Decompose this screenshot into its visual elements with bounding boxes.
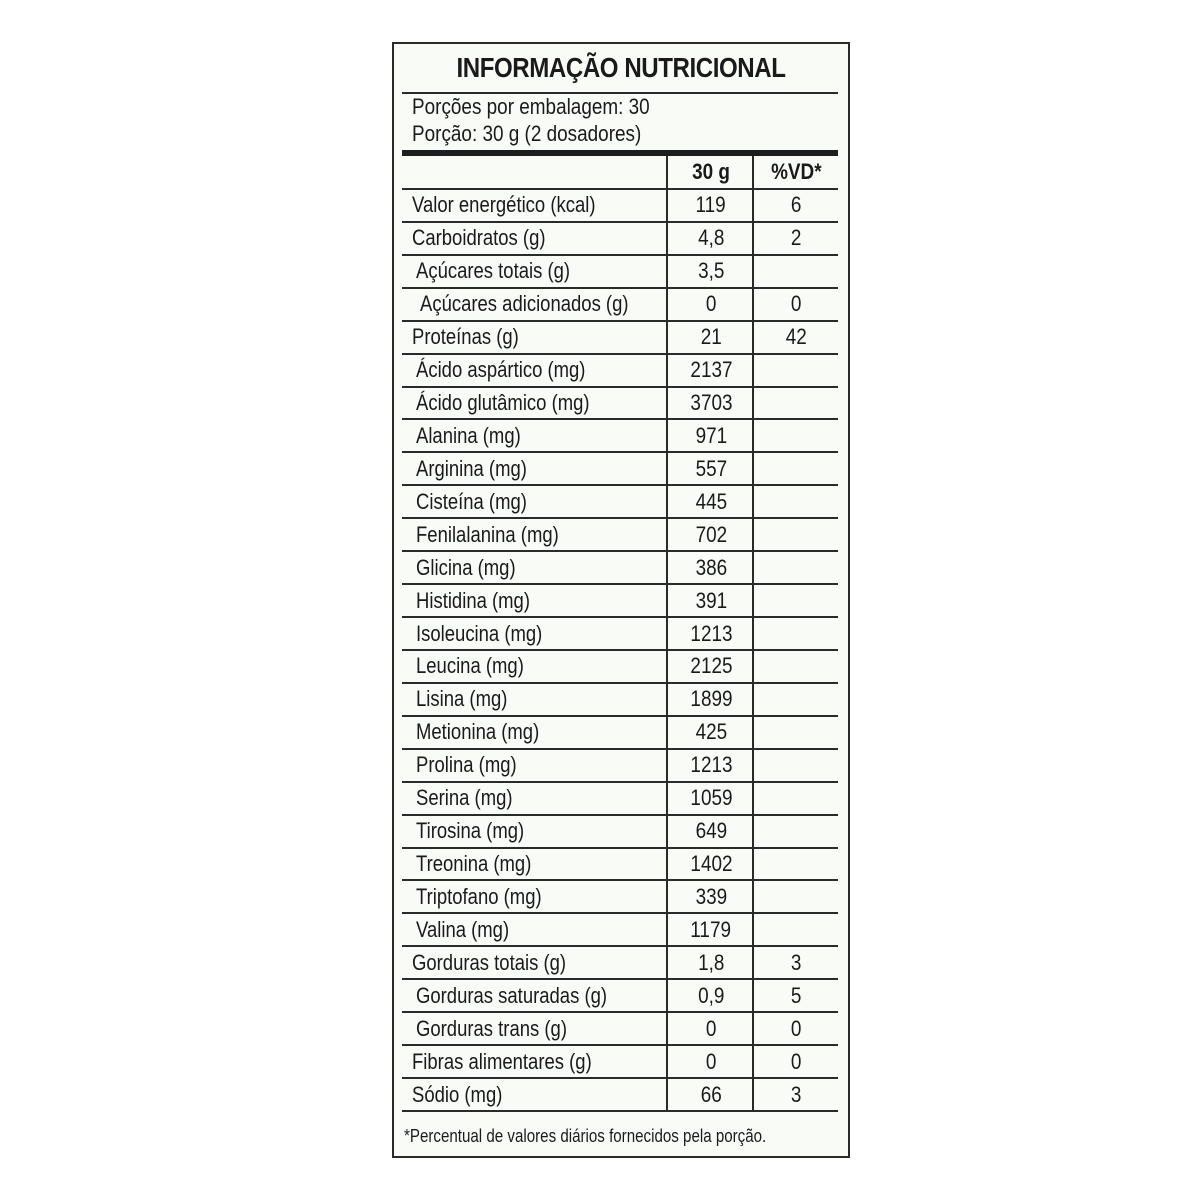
- nutrient-vd-cell: [754, 783, 838, 814]
- nutrient-name-cell: Histidina (mg): [416, 587, 530, 613]
- nutrient-vd-cell: 0: [790, 1048, 802, 1074]
- nutrient-vd-cell: 6: [790, 192, 802, 218]
- nutrient-name-cell: Ácido aspártico (mg): [416, 357, 586, 383]
- table-row: [402, 849, 838, 882]
- nutrient-vd-cell: 0: [790, 291, 802, 317]
- table-row: [402, 223, 838, 256]
- nutrient-vd-cell: 0: [790, 1015, 802, 1041]
- nutrient-vd-cell: 3: [790, 949, 802, 975]
- table-header-row: [402, 156, 838, 190]
- nutrient-name-cell: Carboidratos (g): [412, 225, 546, 251]
- nutrient-qty-cell: 386: [695, 554, 727, 580]
- table-row: [402, 453, 838, 486]
- nutrient-vd-cell: [754, 717, 838, 748]
- nutrient-qty-cell: 1213: [689, 620, 733, 646]
- nutrient-name-cell: Sódio (mg): [412, 1081, 503, 1107]
- footnote: *Percentual de valores diários fornecidos pela porção.: [404, 1126, 767, 1146]
- table-row: [402, 1013, 838, 1046]
- table-row: [402, 618, 838, 651]
- nutrient-name-cell: Serina (mg): [416, 785, 513, 811]
- nutrient-qty-cell: 1213: [689, 752, 733, 778]
- nutrient-name-cell: Açúcares adicionados (g): [420, 291, 629, 317]
- table-row: [402, 486, 838, 519]
- table-row: [402, 651, 838, 684]
- label-title: INFORMAÇÃO NUTRICIONAL: [456, 52, 786, 83]
- header-name-cell: [412, 156, 662, 188]
- nutrient-name-cell: Ácido glutâmico (mg): [416, 390, 590, 416]
- nutrient-vd-cell: [754, 750, 838, 781]
- nutrient-qty-cell: 339: [695, 883, 727, 909]
- nutrient-vd-cell: [754, 355, 838, 386]
- nutrient-name-cell: Leucina (mg): [416, 653, 524, 679]
- nutrient-vd-cell: [754, 585, 838, 616]
- nutrient-name-cell: Lisina (mg): [416, 686, 508, 712]
- nutrient-qty-cell: 21: [700, 324, 722, 350]
- nutrient-qty-cell: 1059: [689, 785, 733, 811]
- nutrient-name-cell: Fenilalanina (mg): [416, 521, 559, 547]
- nutrient-vd-cell: [754, 914, 838, 945]
- nutrient-name-cell: Valor energético (kcal): [412, 192, 596, 218]
- nutrient-qty-cell: 391: [695, 587, 727, 613]
- nutrient-name-cell: Proteínas (g): [412, 324, 519, 350]
- table-row: [402, 750, 838, 783]
- nutrient-qty-cell: 4,8: [697, 225, 725, 251]
- nutrient-vd-cell: [754, 453, 838, 484]
- nutrient-vd-cell: 3: [790, 1081, 802, 1107]
- nutrient-vd-cell: [754, 388, 838, 419]
- table-row: [402, 783, 838, 816]
- nutrient-name-cell: Gorduras saturadas (g): [416, 982, 608, 1008]
- nutrient-qty-cell: 1179: [690, 916, 732, 942]
- table-row: [402, 355, 838, 388]
- nutrient-vd-cell: [754, 256, 838, 287]
- nutrient-vd-cell: [754, 552, 838, 583]
- nutrient-qty-cell: 971: [695, 422, 727, 448]
- nutrient-name-cell: Prolina (mg): [416, 752, 517, 778]
- nutrient-vd-cell: [754, 684, 838, 715]
- servings-per-package: Porções por embalagem: 30: [412, 94, 650, 119]
- nutrition-facts-label: [392, 42, 850, 1158]
- nutrient-vd-cell: 42: [785, 324, 807, 350]
- table-row: [402, 552, 838, 585]
- table-row: [402, 388, 838, 421]
- table-row: [402, 322, 838, 355]
- nutrient-qty-cell: 2125: [689, 653, 733, 679]
- table-row: [402, 256, 838, 289]
- nutrient-qty-cell: 0: [705, 1015, 717, 1041]
- table-row: [402, 717, 838, 750]
- table-row: [402, 882, 838, 915]
- nutrient-qty-cell: 557: [695, 455, 727, 481]
- nutrient-name-cell: Isoleucina (mg): [416, 620, 543, 646]
- nutrient-qty-cell: 649: [695, 818, 727, 844]
- table-row: [402, 421, 838, 454]
- table-row: [402, 914, 838, 947]
- table-row: [402, 585, 838, 618]
- nutrient-vd-cell: 5: [790, 982, 802, 1008]
- table-row: [402, 816, 838, 849]
- nutrient-name-cell: Açúcares totais (g): [416, 258, 571, 284]
- table-row: [402, 1079, 838, 1112]
- table-row: [402, 1046, 838, 1079]
- nutrient-name-cell: Fibras alimentares (g): [412, 1048, 592, 1074]
- nutrient-name-cell: Metionina (mg): [416, 719, 540, 745]
- nutrient-vd-cell: 2: [790, 225, 802, 251]
- nutrient-qty-cell: 1,8: [697, 949, 725, 975]
- nutrient-qty-cell: 0: [705, 1048, 717, 1074]
- nutrient-name-cell: Treonina (mg): [416, 851, 532, 877]
- nutrient-qty-cell: 445: [695, 488, 727, 514]
- nutrient-qty-cell: 425: [695, 719, 727, 745]
- table-row: [402, 289, 838, 322]
- nutrient-name-cell: Gorduras totais (g): [412, 949, 567, 975]
- nutrient-qty-cell: 0,9: [697, 982, 725, 1008]
- nutrient-qty-cell: 2137: [689, 357, 733, 383]
- nutrient-vd-cell: [754, 421, 838, 452]
- nutrient-vd-cell: [754, 618, 838, 649]
- nutrient-name-cell: Alanina (mg): [416, 422, 521, 448]
- nutrition-table: [402, 156, 838, 1112]
- nutrient-vd-cell: [754, 486, 838, 517]
- nutrient-qty-cell: 702: [695, 521, 727, 547]
- nutrient-name-cell: Tirosina (mg): [416, 818, 525, 844]
- table-row: [402, 947, 838, 980]
- nutrient-name-cell: Triptofano (mg): [416, 883, 542, 909]
- nutrient-qty-cell: 1899: [689, 686, 733, 712]
- nutrient-qty-cell: 119: [695, 192, 727, 218]
- nutrient-name-cell: Gorduras trans (g): [416, 1015, 567, 1041]
- nutrient-vd-cell: [754, 849, 838, 880]
- nutrient-vd-cell: [754, 882, 838, 913]
- table-row: [402, 684, 838, 717]
- table-row: [402, 519, 838, 552]
- nutrient-name-cell: Arginina (mg): [416, 455, 527, 481]
- nutrient-qty-cell: 3,5: [697, 258, 725, 284]
- nutrient-qty-cell: 1402: [689, 851, 733, 877]
- nutrient-qty-cell: 0: [705, 291, 717, 317]
- header-vd-cell: %VD*: [770, 159, 822, 184]
- nutrient-vd-cell: [754, 519, 838, 550]
- nutrient-vd-cell: [754, 651, 838, 682]
- table-row: [402, 190, 838, 223]
- nutrient-qty-cell: 3703: [689, 390, 733, 416]
- header-qty-cell: 30 g: [692, 159, 730, 184]
- nutrient-name-cell: Valina (mg): [416, 916, 510, 942]
- nutrient-name-cell: Glicina (mg): [416, 554, 516, 580]
- nutrient-name-cell: Cisteína (mg): [416, 488, 527, 514]
- nutrient-vd-cell: [754, 816, 838, 847]
- table-row: [402, 980, 838, 1013]
- serving-size: Porção: 30 g (2 dosadores): [412, 121, 642, 146]
- nutrient-qty-cell: 66: [700, 1081, 722, 1107]
